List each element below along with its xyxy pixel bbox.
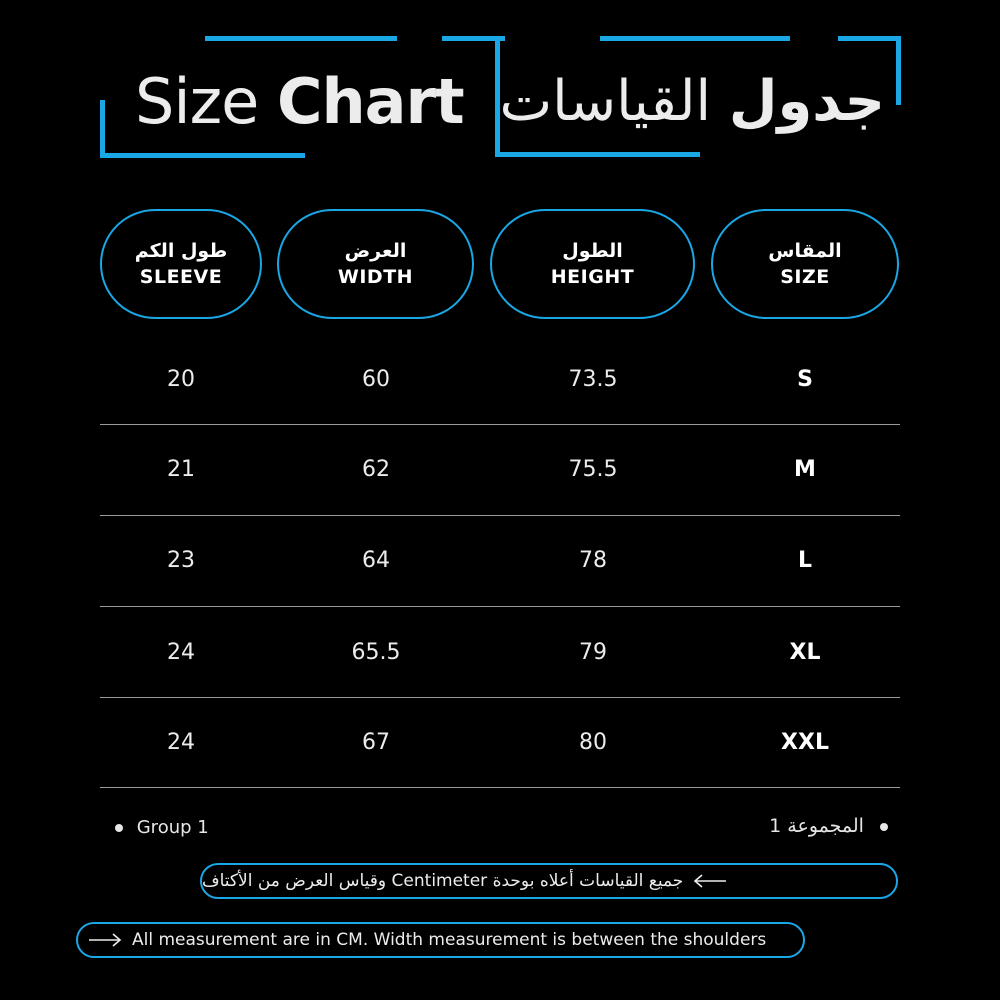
bullet-icon <box>880 823 888 831</box>
header-sleeve <box>100 209 262 319</box>
row-divider <box>100 787 900 788</box>
header-width <box>277 209 474 319</box>
group-label-ar-text: المجموعة 1 <box>769 815 864 837</box>
title-frame-middle-cap <box>495 36 505 41</box>
header-sleeve-ar: طول الكم <box>134 240 228 262</box>
row-divider <box>100 606 900 607</box>
header-height-ar: الطول <box>562 240 623 262</box>
cell-sleeve: 24 <box>167 640 195 665</box>
group-label-en-text: Group 1 <box>136 817 209 838</box>
cell-sleeve: 20 <box>167 367 195 392</box>
table-row <box>100 516 900 606</box>
cell-height: 75.5 <box>568 457 618 482</box>
table-row <box>100 335 900 425</box>
note-arabic <box>200 863 898 899</box>
note-english <box>76 922 805 958</box>
title-english-bold: Chart <box>277 65 464 138</box>
title-arabic-light: القياسات <box>499 69 712 134</box>
cell-sleeve: 21 <box>167 457 195 482</box>
cell-sleeve: 23 <box>167 548 195 573</box>
header-size <box>711 209 899 319</box>
cell-size: XL <box>789 640 821 665</box>
cell-width: 64 <box>362 548 390 573</box>
group-label-en <box>115 817 209 838</box>
cell-size: L <box>797 548 813 573</box>
header-height-en: HEIGHT <box>550 266 635 288</box>
cell-height: 73.5 <box>568 367 618 392</box>
cell-width: 62 <box>362 457 390 482</box>
cell-size: M <box>794 457 816 482</box>
bullet-icon <box>115 824 123 832</box>
group-label-ar <box>769 815 888 837</box>
table-row <box>100 698 900 788</box>
arrow-left-icon <box>693 874 727 888</box>
cell-width: 65.5 <box>351 640 401 665</box>
title-arabic-bold: جدول <box>728 69 885 134</box>
note-english-text: All measurement are in CM. Width measurement is between the shoulders <box>132 930 767 950</box>
cell-size: XXL <box>781 730 829 755</box>
cell-size: S <box>797 367 813 392</box>
header-size-en: SIZE <box>780 266 830 288</box>
arrow-right-icon <box>88 933 122 947</box>
header-height <box>490 209 695 319</box>
table-row <box>100 608 900 698</box>
cell-width: 60 <box>362 367 390 392</box>
cell-sleeve: 24 <box>167 730 195 755</box>
header-size-ar: المقاس <box>768 240 842 262</box>
note-arabic-text: جميع القياسات أعلاه بوحدة Centimeter وقياس العرض من الأكتاف <box>202 871 684 891</box>
cell-height: 80 <box>579 730 607 755</box>
header-sleeve-en: SLEEVE <box>139 266 223 288</box>
cell-height: 79 <box>579 640 607 665</box>
table-row <box>100 425 900 515</box>
title-english <box>135 62 475 142</box>
header-width-en: WIDTH <box>337 266 414 288</box>
header-width-ar: العرض <box>344 240 407 262</box>
cell-width: 67 <box>362 730 390 755</box>
title-arabic <box>499 62 885 142</box>
cell-height: 78 <box>579 548 607 573</box>
title-english-light: Size <box>135 65 259 138</box>
title-frame-left-top <box>205 36 397 41</box>
title-frame-right-top-a <box>442 36 500 41</box>
